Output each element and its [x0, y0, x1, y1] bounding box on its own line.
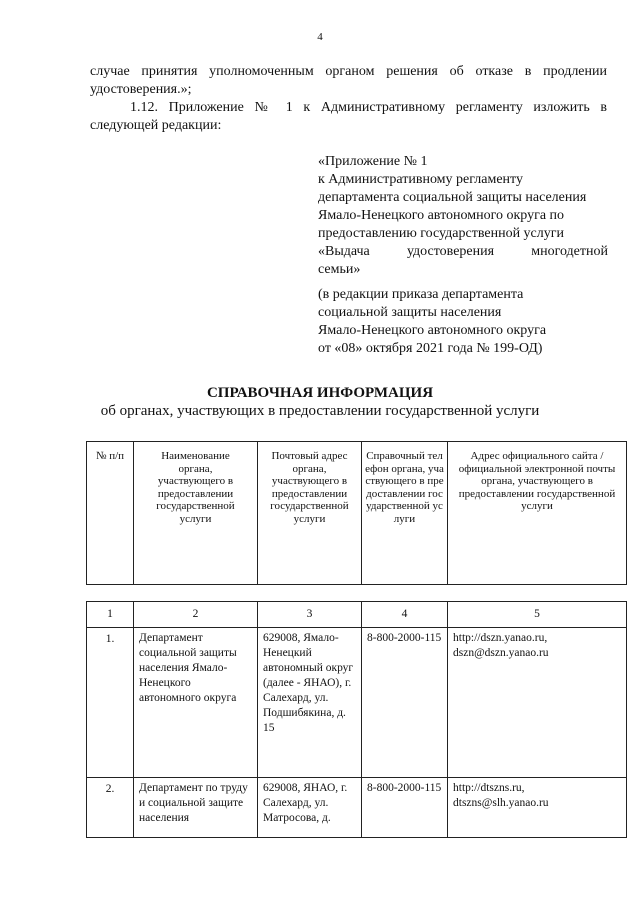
revision-line: от «08» октября 2021 года № 199-ОД): [318, 341, 543, 356]
header-cell-web: Адрес официального сайта /официальной электронной почты органа, участвующего в предоставлении государственной услуги: [448, 442, 627, 585]
header-cell-number: № п/п: [87, 442, 134, 585]
header-cell-name: Наименование органа, участвующего в предоставлении государственной услуги: [134, 442, 258, 585]
organ-name: Департамент по труду и социальной защите населения: [134, 778, 258, 838]
organ-phone: 8-800-2000-115: [362, 628, 448, 778]
organ-address: 629008, ЯНАО, г. Салехард, ул. Матросова, д.: [258, 778, 362, 838]
appendix-line: семьи»: [318, 262, 361, 277]
appendix-line: предоставлению государственной услуги: [318, 226, 564, 241]
appendix-word: многодетной: [531, 244, 608, 259]
section-subtitle: об органах, участвующих в предоставлении государственной услуги: [100, 403, 540, 419]
column-number: 2: [134, 602, 258, 628]
row-number: 1.: [87, 628, 134, 778]
column-number: 3: [258, 602, 362, 628]
section-title: СПРАВОЧНАЯ ИНФОРМАЦИЯ: [206, 385, 434, 401]
organ-web: http://dszn.yanao.ru, dszn@dszn.yanao.ru: [448, 628, 627, 778]
column-number: 5: [448, 602, 627, 628]
revision-line: социальной защиты населения: [318, 305, 502, 320]
page-number: 4: [317, 31, 323, 43]
organ-name: Департамент социальной защиты населения Ямало-Ненецкого автономного округа: [134, 628, 258, 778]
column-number: 4: [362, 602, 448, 628]
appendix-block: [318, 153, 608, 279]
appendix-word: «Выдача: [318, 244, 370, 259]
appendix-line: Ямало-Ненецкого автономного округа по: [318, 208, 565, 223]
column-number: 1: [87, 602, 134, 628]
table-row: [87, 778, 627, 838]
appendix-line: «Приложение № 1: [318, 154, 428, 169]
column-number-row: [87, 602, 627, 628]
revision-block: [318, 286, 608, 358]
appendix-line: к Административному регламенту: [318, 172, 523, 187]
header-cell-address: Почтовый адрес органа, участвующего в предоставлении государственной услуги: [258, 442, 362, 585]
organ-web: http://dtszns.ru, dtszns@slh.yanao.ru: [448, 778, 627, 838]
header-cell-phone: Справочный телефон органа, участвующего в предоставлении государственной услуги: [362, 442, 448, 585]
header-table: [86, 441, 627, 585]
organ-phone: 8-800-2000-115: [362, 778, 448, 838]
row-number: 2.: [87, 778, 134, 838]
appendix-line: департамента социальной защиты населения: [318, 190, 587, 205]
revision-line: Ямало-Ненецкого автономного округа: [318, 323, 547, 338]
header-row: [87, 442, 627, 585]
organ-address: 629008, Ямало-Ненецкий автономный округ (далее - ЯНАО), г. Салехард, ул. Подшибякина, д. 15: [258, 628, 362, 778]
appendix-line: [318, 243, 608, 261]
paragraph-1-12: 1.12. Приложение № 1 к Административному регламенту изложить в следующей редакции:: [90, 100, 607, 133]
appendix-word: удостоверения: [406, 244, 495, 259]
paragraph-continuation: случае принятия уполномоченным органом решения об отказе в продлении удостоверения.»;: [90, 64, 607, 97]
revision-line: (в редакции приказа департамента: [318, 287, 524, 302]
data-table: [86, 601, 627, 838]
table-row: [87, 628, 627, 778]
